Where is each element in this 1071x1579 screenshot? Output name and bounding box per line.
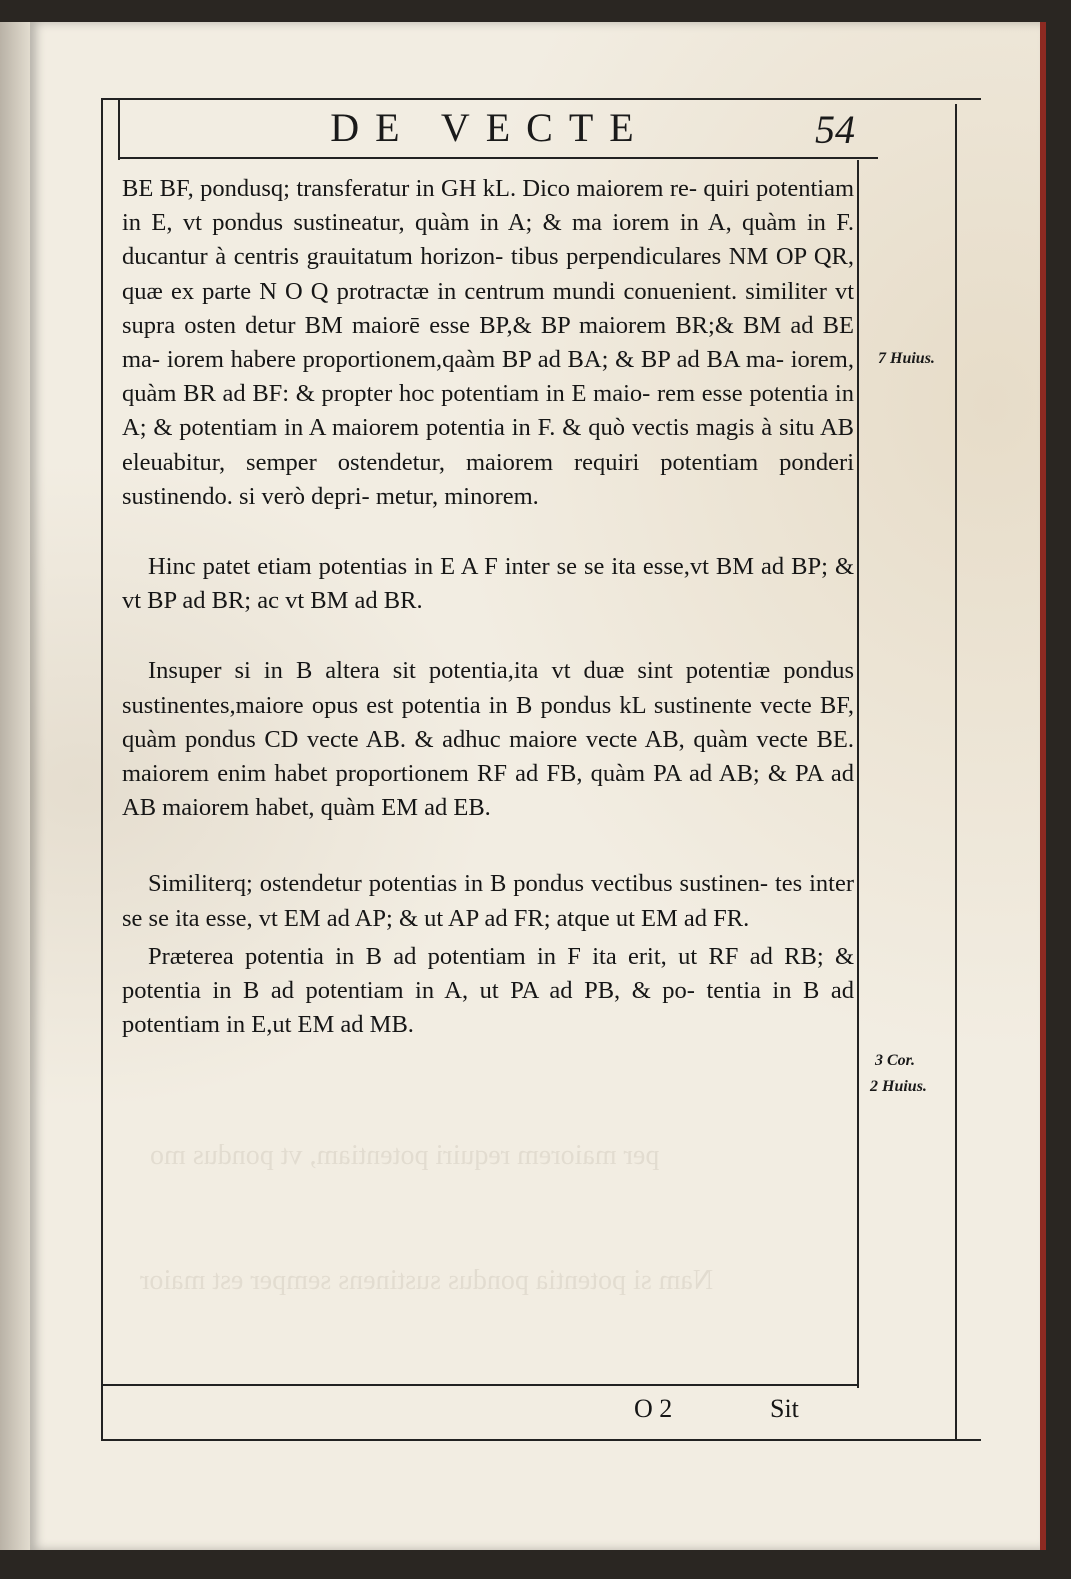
margin-note: 2 Huius. xyxy=(870,1078,927,1095)
page-edge xyxy=(1040,22,1046,1550)
header-rule xyxy=(118,157,878,159)
running-head: DE VECTE xyxy=(330,105,650,150)
paragraph-1: BE BF, pondusq; transferatur in GH kL. Dico maiorem re- quiri potentiam in E, vt pondus sustineatur, quàm in A; & ma iorem in A, quàm in F. ducantur à centris grauitatum horizon- tibus perpendiculares NM OP QR, quæ ex parte N O Q protractæ in centrum mundi conuenient. similiter vt supra osten detur BM maiorē esse BP,& BP maiorem BR;& BM ad BE ma- iorem habere proportionem,qaàm BP ad BA; & BP ad BA ma- iorem, quàm BR ad BF: & propter hoc potentiam in E maio- rem esse potentia in A; & potentiam in A maiorem potentia in F. & quò vectis magis à situ AB eleuabitur, semper ostendetur, maiorem requiri potentiam ponderi sustinendo. si verò depri- metur, minorem. xyxy=(122,175,855,510)
paragraph-2: Hinc patet etiam potentias in E A F inter se se ita esse,vt BM ad BP; & vt BP ad BR; ac vt BM ad BR. xyxy=(122,553,854,615)
paragraph-3: Insuper si in B altera sit potentia,ita vt duæ sint potentiæ pondus sustinentes,maiore opus est potentia in B pondus kL sustinente vecte BF, quàm pondus CD vecte AB. & adhuc maiore vecte AB, quàm vecte BE. maiorem enim habet proportionem RF ad FB, quàm PA ad AB; & PA ad AB maiorem habet, quàm EM ad EB. xyxy=(122,657,855,822)
text-bottom-rule xyxy=(101,1384,858,1386)
frame-right-rule xyxy=(955,104,957,1441)
margin-note: 3 Cor. xyxy=(875,1052,916,1069)
left-page-fold xyxy=(0,22,30,1550)
margin-note: 7 Huius. xyxy=(878,350,935,367)
text-column-rule xyxy=(857,160,859,1388)
paragraph-5: Præterea potentia in B ad potentiam in F ita erit, ut RF ad RB; & potentia in B ad potentiam in A, ut PA ad PB, & po- tentia in B ad potentiam in E,ut EM ad MB. xyxy=(122,942,855,1039)
page-number: 54 xyxy=(815,107,855,152)
signature-mark: O 2 xyxy=(634,1394,673,1423)
catchword: Sit xyxy=(770,1394,799,1423)
paragraph-4: Similiterq; ostendetur potentias in B pondus vectibus sustinen- tes inter se se ita esse, vt EM ad AP; & ut AP ad FR; atque ut EM ad FR. xyxy=(122,870,854,932)
main-text xyxy=(122,172,854,1042)
